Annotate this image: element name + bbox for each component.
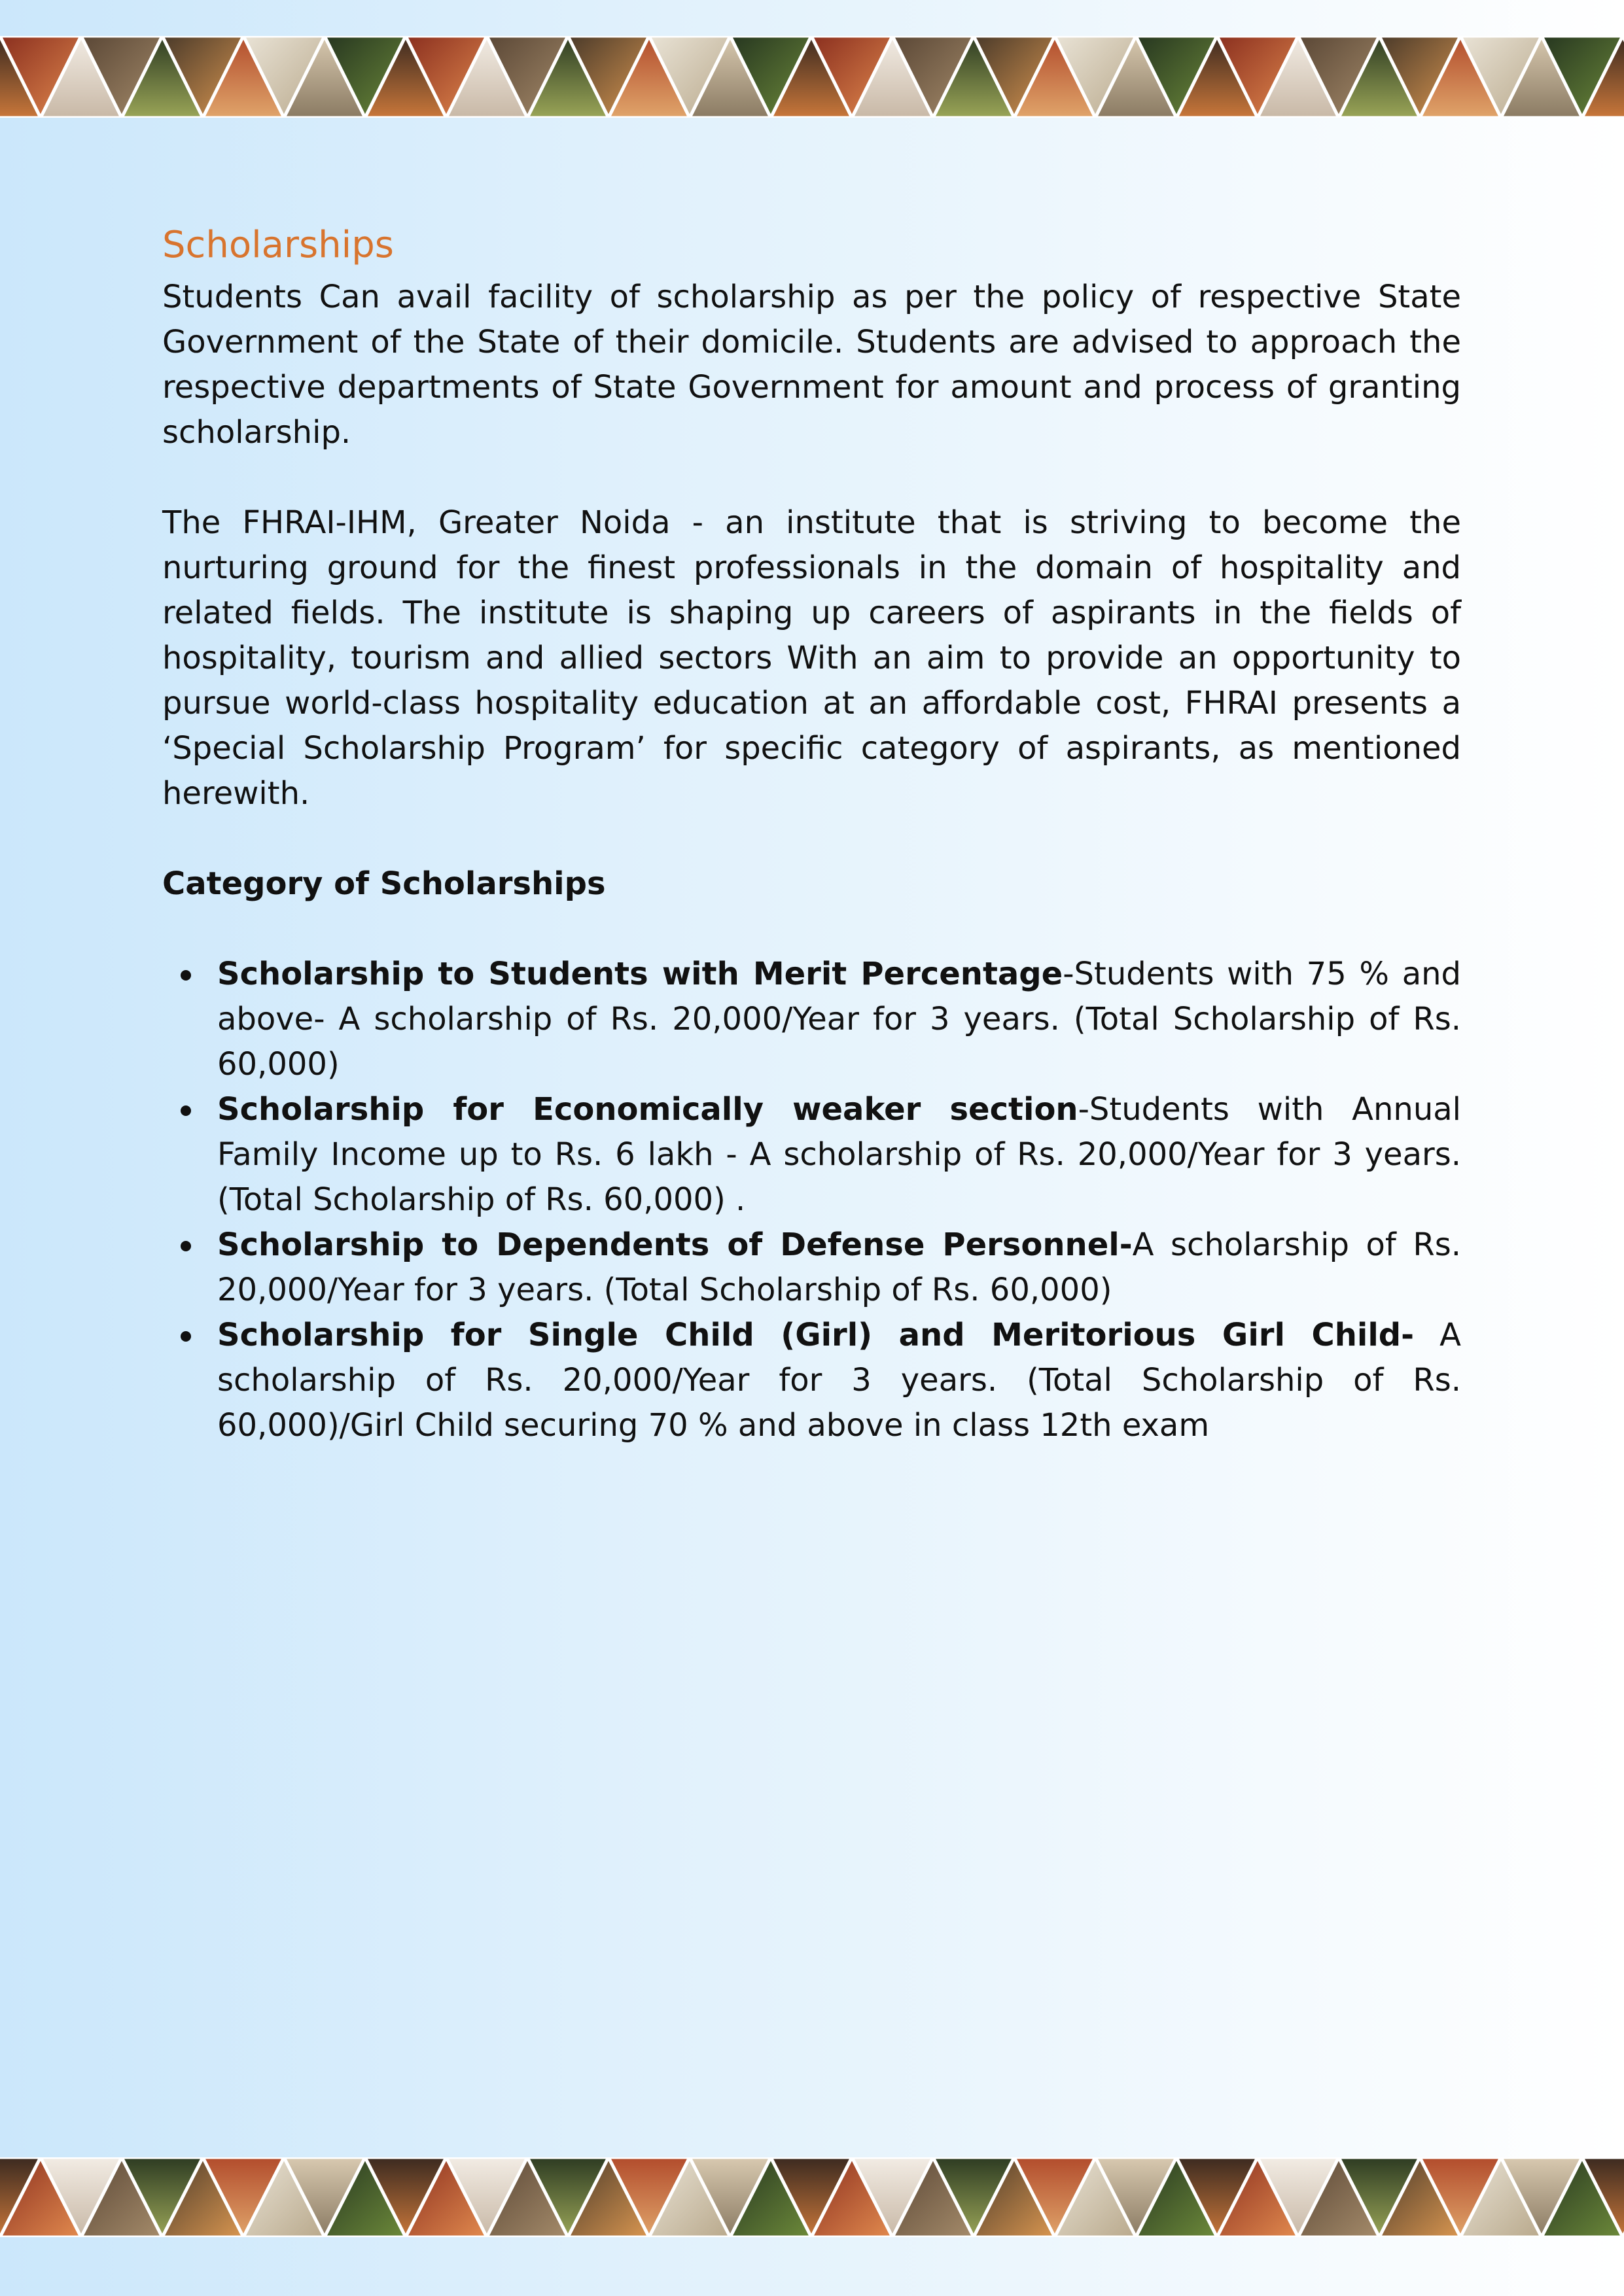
page-title: Scholarships xyxy=(162,224,394,266)
footer-photo-band xyxy=(0,2157,1624,2237)
item-title: Scholarship for Single Child (Girl) and Meritorious Girl Child- xyxy=(217,1317,1415,1353)
item-text: -Students with 75 % and above- A scholarship of Rs. 20,000/Year for 3 years. (Total Scholarship of Rs. 60,000) xyxy=(217,956,1462,1083)
category-heading: Category of Scholarships xyxy=(162,865,606,902)
bullet-icon xyxy=(181,970,191,981)
bullet-icon xyxy=(181,1105,191,1116)
main-content xyxy=(162,216,1461,1448)
item-title: Scholarship to Students with Merit Percentage xyxy=(217,956,1063,992)
scholarship-list xyxy=(162,952,1461,1448)
item-text: -Students with Annual Family Income up to Rs. 6 lakh - A scholarship of Rs. 20,000/Year for 3 years. (Total Scholarship of Rs. 60,000) . xyxy=(217,1091,1462,1218)
header-photo-band xyxy=(0,36,1624,118)
list-item xyxy=(217,952,1461,1087)
list-item xyxy=(217,1223,1461,1313)
intro-paragraph: Students Can avail facility of scholarship as per the policy of respective State Government of the State of their domicile. Students are advised to approach the respective departments of State Government for amount and process of granting scholarship. xyxy=(162,279,1461,451)
bullet-icon xyxy=(181,1241,191,1251)
institute-paragraph: The FHRAI-IHM, Greater Noida - an institute that is striving to become the nurturing ground for the finest professionals in the domain of hospitality and related fields. The institute is shaping up careers of aspirants in the fields of hospitality, tourism and allied sectors With an aim to provide an opportunity to pursue world-class hospitality education at an affordable cost, FHRAI presents a ‘Special Scholarship Program’ for specific category of aspirants, as mentioned herewith. xyxy=(162,504,1461,812)
list-item xyxy=(217,1087,1461,1223)
bullet-icon xyxy=(181,1331,191,1342)
item-title: Scholarship for Economically weaker section xyxy=(217,1091,1078,1128)
item-text: A scholarship of Rs. 20,000/Year for 3 years. (Total Scholarship of Rs. 60,000)/Girl Child securing 70 % and above in class 12th exam xyxy=(217,1317,1462,1444)
item-text: A scholarship of Rs. 20,000/Year for 3 years. (Total Scholarship of Rs. 60,000) xyxy=(217,1226,1461,1308)
item-title: Scholarship to Dependents of Defense Personnel- xyxy=(217,1226,1133,1263)
list-item xyxy=(217,1313,1461,1448)
